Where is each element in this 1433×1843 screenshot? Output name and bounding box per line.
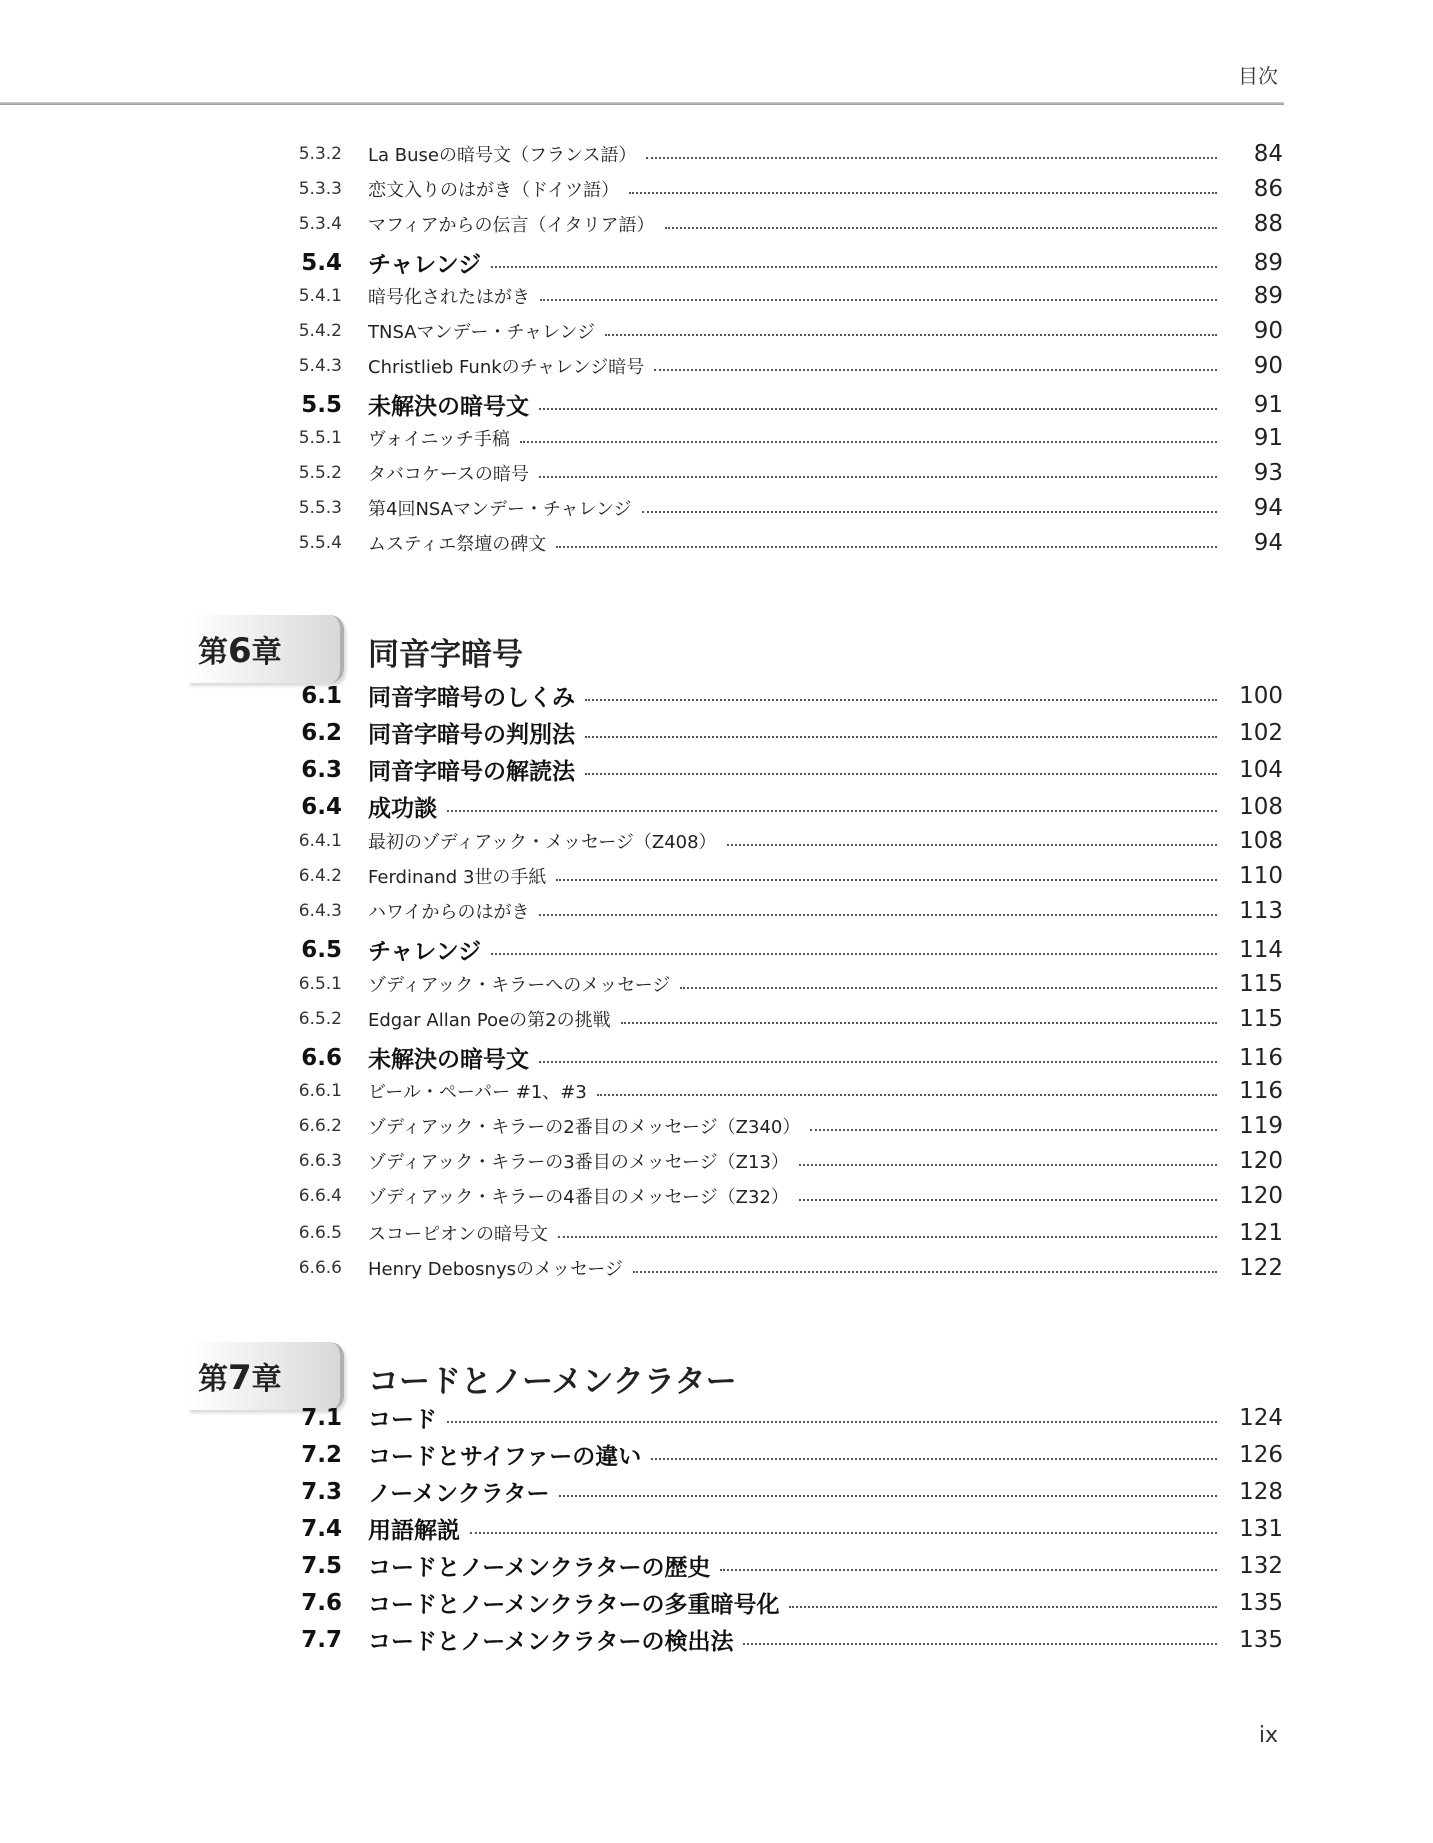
entry-page-number: 108 [1239,793,1283,820]
entry-number: 5.4 [301,249,342,276]
entry-page-number: 135 [1239,1626,1283,1653]
chapter-label: 第7章 [198,1358,282,1398]
toc-subsection-entry [0,353,1433,379]
chapter-title: コードとノーメンクラター [368,1364,737,1400]
entry-title: Henry Debosnysのメッセージ [368,1259,623,1280]
entry-page-number: 89 [1253,249,1283,276]
toc-subsection-entry [0,1148,1433,1174]
entry-page-number: 88 [1253,211,1283,237]
entry-page-number: 89 [1253,283,1283,309]
toc-section-entry [0,716,1433,749]
toc-subsection-entry [0,1006,1433,1032]
toc-subsection-entry [0,211,1433,237]
dot-leader [642,511,1217,513]
entry-title: コードとノーメンクラターの検出法 [368,1629,734,1655]
entry-title: タバコケースの暗号 [368,464,529,485]
toc-section-entry [0,753,1433,786]
entry-page-number: 126 [1239,1441,1283,1468]
entry-page-number: 100 [1239,682,1283,709]
entry-number: 7.4 [301,1515,342,1542]
entry-title: TNSAマンデー・チャレンジ [368,322,596,343]
entry-page-number: 86 [1253,176,1283,202]
entry-title: 恋文入りのはがき（ドイツ語） [368,180,620,201]
entry-number: 6.6.6 [298,1258,342,1278]
toc-section-entry [0,933,1433,966]
dot-leader [556,879,1217,881]
dot-leader [665,227,1217,229]
toc-section-entry [0,1401,1433,1434]
dot-leader [539,476,1217,478]
toc-subsection-entry [0,283,1433,309]
dot-leader [799,1199,1217,1201]
dot-leader [447,810,1217,812]
toc-section-entry [0,790,1433,823]
entry-number: 6.6.3 [298,1151,342,1171]
entry-number: 7.6 [301,1589,342,1616]
toc-section-entry [0,1623,1433,1656]
entry-page-number: 108 [1239,828,1283,854]
running-header-title: 目次 [1238,64,1278,88]
dot-leader [789,1606,1217,1608]
entry-number: 6.6.2 [298,1116,342,1136]
entry-number: 7.1 [301,1404,342,1431]
toc-section-entry [0,1475,1433,1508]
entry-page-number: 124 [1239,1404,1283,1431]
entry-title: 最初のゾディアック・メッセージ（Z408） [368,832,717,853]
toc-section-entry [0,1041,1433,1074]
dot-leader [539,914,1217,916]
toc-subsection-entry [0,425,1433,451]
entry-page-number: 115 [1239,971,1283,997]
entry-title: チャレンジ [368,939,482,965]
dot-leader [680,987,1217,989]
entry-page-number: 90 [1253,318,1283,344]
entry-number: 5.5.4 [298,533,342,553]
entry-number: 6.5 [301,936,342,963]
page-number: ix [1258,1723,1278,1748]
entry-page-number: 122 [1239,1255,1283,1281]
entry-title: 同音字暗号の解読法 [368,759,575,785]
entry-title: La Buseの暗号文（フランス語） [368,145,637,166]
toc-subsection-entry [0,898,1433,924]
dot-leader [539,1061,1217,1063]
entry-title: ハワイからのはがき [368,902,530,923]
dot-leader [743,1643,1217,1645]
entry-title: 未解決の暗号文 [368,394,529,420]
entry-title: チャレンジ [368,252,482,278]
toc-subsection-entry [0,828,1433,854]
dot-leader [810,1129,1217,1131]
entry-page-number: 132 [1239,1552,1283,1579]
entry-page-number: 114 [1239,936,1283,963]
entry-number: 6.4.1 [298,831,342,851]
entry-title: ゾディアック・キラーの3番目のメッセージ（Z13） [368,1152,789,1173]
dot-leader [585,736,1217,738]
chapter-title: 同音字暗号 [368,637,523,673]
dot-leader [585,699,1217,701]
entry-title: 成功談 [368,796,437,822]
toc-subsection-entry [0,863,1433,889]
toc-section-entry [0,388,1433,421]
entry-title: コードとノーメンクラターの多重暗号化 [368,1592,780,1618]
dot-leader [556,546,1217,548]
toc-subsection-entry [0,1078,1433,1104]
entry-number: 7.3 [301,1478,342,1505]
entry-title: 同音字暗号のしくみ [368,685,575,711]
entry-page-number: 113 [1239,898,1283,924]
dot-leader [491,953,1217,955]
entry-number: 6.4.3 [298,901,342,921]
entry-page-number: 120 [1239,1183,1283,1209]
entry-page-number: 135 [1239,1589,1283,1616]
entry-page-number: 115 [1239,1006,1283,1032]
entry-number: 6.4 [301,793,342,820]
entry-number: 5.4.2 [298,321,342,341]
dot-leader [605,334,1217,336]
dot-leader [559,1495,1217,1497]
entry-number: 7.7 [301,1626,342,1653]
entry-number: 6.6.5 [298,1223,342,1243]
entry-number: 7.5 [301,1552,342,1579]
toc-section-entry [0,1586,1433,1619]
entry-title: Ferdinand 3世の手紙 [368,867,547,888]
entry-number: 5.5.1 [298,428,342,448]
entry-page-number: 91 [1253,425,1283,451]
toc-section-entry [0,1512,1433,1545]
toc-subsection-entry [0,176,1433,202]
toc-subsection-entry [0,318,1433,344]
entry-title: ヴォイニッチ手稿 [368,429,510,450]
toc-subsection-entry [0,1255,1433,1281]
entry-page-number: 94 [1253,530,1283,556]
toc-section-entry [0,679,1433,712]
entry-page-number: 93 [1253,460,1283,486]
dot-leader [539,408,1217,410]
dot-leader [558,1236,1217,1238]
entry-page-number: 120 [1239,1148,1283,1174]
toc-section-entry [0,1549,1433,1582]
entry-title: 同音字暗号の判別法 [368,722,575,748]
toc-section-entry [0,1438,1433,1471]
dot-leader [470,1532,1217,1534]
entry-page-number: 110 [1239,863,1283,889]
chapter-heading-6 [0,615,1433,685]
dot-leader [727,844,1217,846]
entry-title: マフィアからの伝言（イタリア語） [368,215,655,236]
entry-title: コードとサイファーの違い [368,1444,642,1470]
entry-title: Edgar Allan Poeの第2の挑戦 [368,1010,611,1031]
entry-title: 用語解説 [368,1518,460,1544]
entry-number: 6.1 [301,682,342,709]
toc-subsection-entry [0,971,1433,997]
entry-title: コード [368,1407,437,1433]
dot-leader [520,441,1217,443]
toc-subsection-entry [0,530,1433,556]
entry-page-number: 128 [1239,1478,1283,1505]
entry-page-number: 116 [1239,1044,1283,1071]
entry-number: 7.2 [301,1441,342,1468]
entry-title: 第4回NSAマンデー・チャレンジ [368,499,632,520]
entry-page-number: 131 [1239,1515,1283,1542]
entry-number: 6.5.1 [298,974,342,994]
entry-page-number: 104 [1239,756,1283,783]
chapter-label: 第6章 [198,631,282,671]
entry-title: ゾディアック・キラーの4番目のメッセージ（Z32） [368,1187,789,1208]
entry-page-number: 91 [1253,391,1283,418]
dot-leader [540,299,1217,301]
entry-title: Christlieb Funkのチャレンジ暗号 [368,357,645,378]
entry-title: ビール・ペーパー #1、#3 [368,1082,587,1103]
entry-number: 6.5.2 [298,1009,342,1029]
dot-leader [447,1421,1217,1423]
entry-number: 6.6.4 [298,1186,342,1206]
entry-page-number: 84 [1253,141,1283,167]
entry-title: ゾディアック・キラーの2番目のメッセージ（Z340） [368,1117,801,1138]
dot-leader [720,1569,1217,1571]
entry-number: 6.6 [301,1044,342,1071]
entry-page-number: 94 [1253,495,1283,521]
entry-page-number: 90 [1253,353,1283,379]
entry-title: 未解決の暗号文 [368,1047,529,1073]
entry-title: コードとノーメンクラターの歴史 [368,1555,711,1581]
entry-title: 暗号化されたはがき [368,287,530,308]
entry-number: 6.4.2 [298,866,342,886]
entry-page-number: 102 [1239,719,1283,746]
entry-number: 5.4.3 [298,356,342,376]
entry-number: 5.3.2 [298,144,342,164]
entry-number: 6.2 [301,719,342,746]
entry-page-number: 116 [1239,1078,1283,1104]
dot-leader [621,1022,1217,1024]
dot-leader [799,1164,1217,1166]
entry-number: 6.6.1 [298,1081,342,1101]
entry-number: 6.3 [301,756,342,783]
entry-number: 5.3.4 [298,214,342,234]
dot-leader [633,1271,1217,1273]
dot-leader [651,1458,1217,1460]
dot-leader [654,369,1217,371]
toc-section-entry [0,246,1433,279]
entry-page-number: 121 [1239,1220,1283,1246]
entry-number: 5.3.3 [298,179,342,199]
toc-subsection-entry [0,460,1433,486]
toc-subsection-entry [0,495,1433,521]
entry-number: 5.5.3 [298,498,342,518]
dot-leader [597,1094,1217,1096]
entry-page-number: 119 [1239,1113,1283,1139]
toc-subsection-entry [0,1113,1433,1139]
toc-subsection-entry [0,1220,1433,1246]
entry-title: ノーメンクラター [368,1481,550,1507]
entry-title: ゾディアック・キラーへのメッセージ [368,975,671,996]
entry-title: ムスティエ祭壇の碑文 [368,534,547,555]
dot-leader [491,266,1217,268]
entry-number: 5.5 [301,391,342,418]
dot-leader [629,192,1217,194]
entry-number: 5.5.2 [298,463,342,483]
entry-title: スコーピオンの暗号文 [368,1224,548,1245]
dot-leader [646,157,1217,159]
toc-subsection-entry [0,141,1433,167]
toc-subsection-entry [0,1183,1433,1209]
entry-number: 5.4.1 [298,286,342,306]
header-rule [0,102,1284,105]
dot-leader [585,773,1217,775]
